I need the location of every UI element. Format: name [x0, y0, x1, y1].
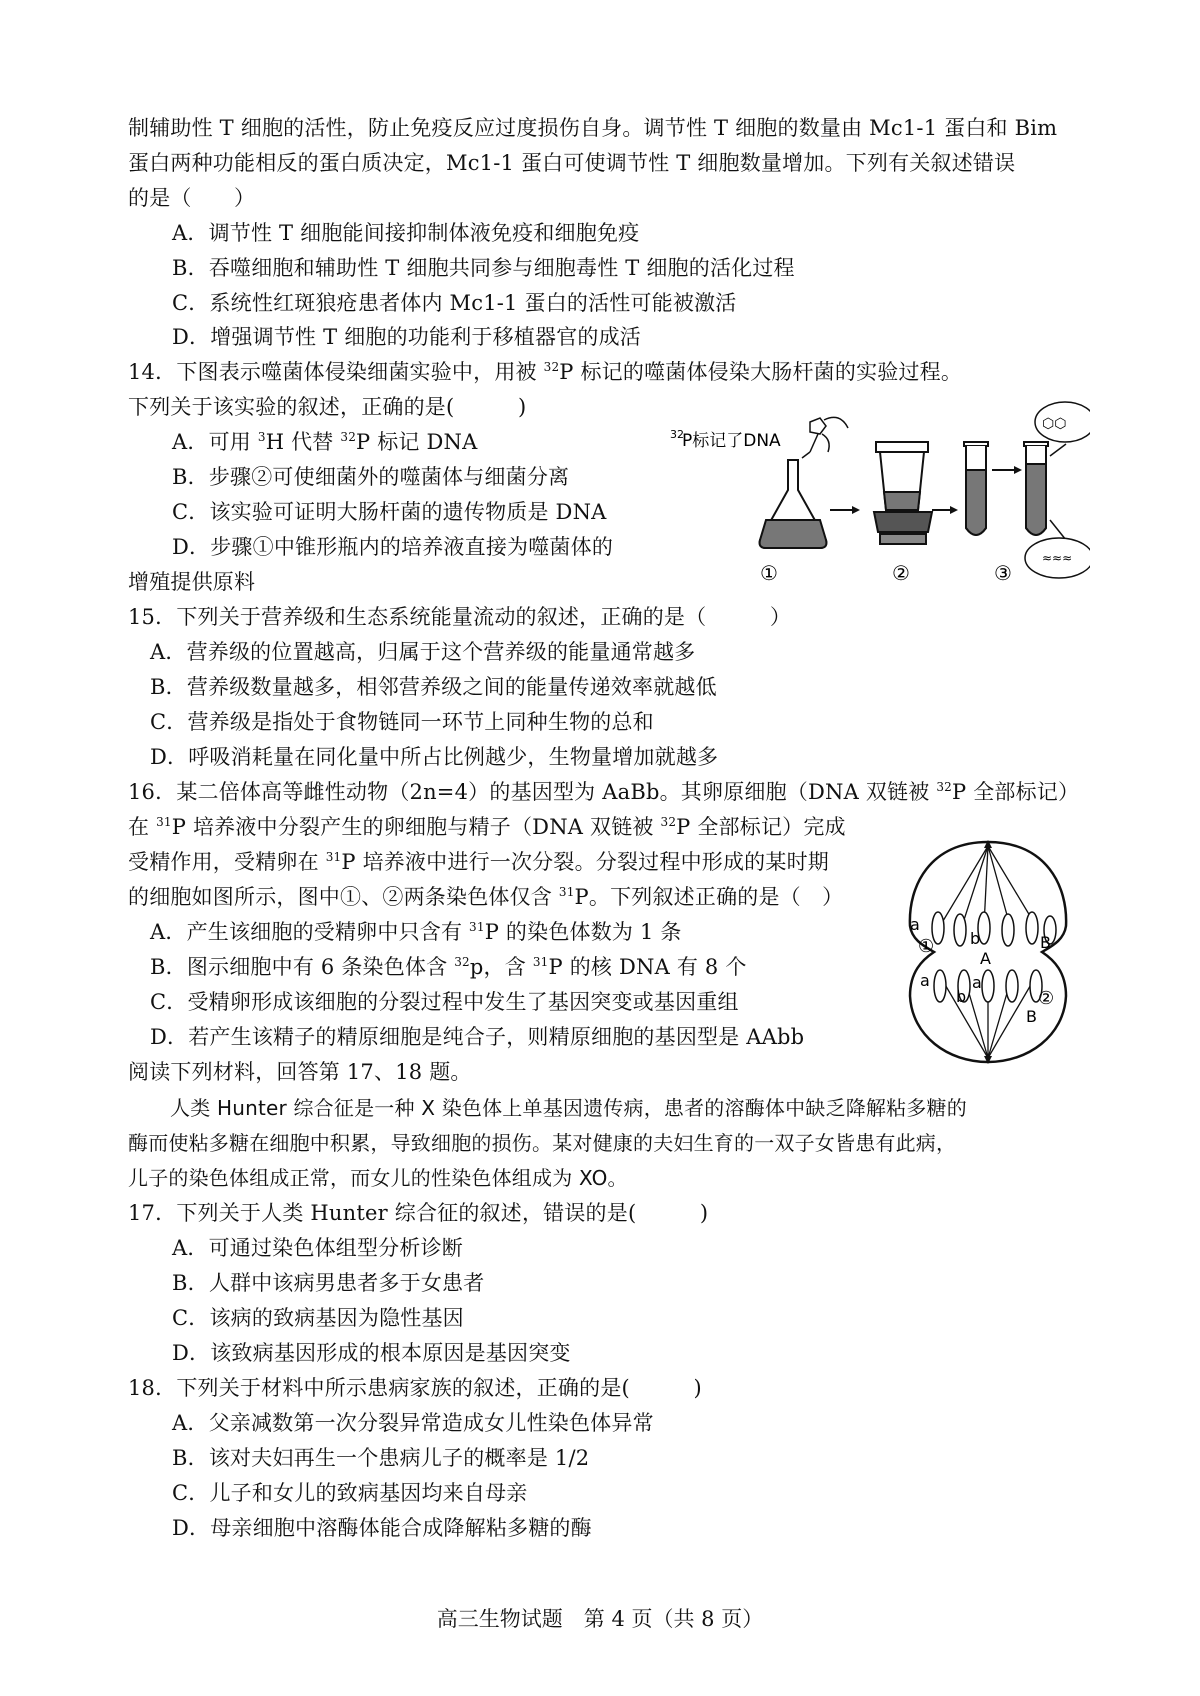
- allele-B-label-2: B: [1026, 1007, 1037, 1026]
- q18-stem: 18．下列关于材料中所示患病家族的叙述，正确的是( ): [128, 1376, 702, 1400]
- material-paragraph-line1: 人类 Hunter 综合征是一种 X 染色体上单基因遗传病，患者的溶酶体中缺乏降解粘多糖的: [170, 1096, 967, 1120]
- q18-option-b: B．该对夫妇再生一个患病儿子的概率是 1/2: [172, 1446, 590, 1470]
- q17-option-b: B．人群中该病男患者多于女患者: [172, 1271, 485, 1295]
- test-tube-2-icon: [1024, 442, 1048, 535]
- q14-option-d: D．步骤①中锥形瓶内的培养液直接为噬菌体的: [172, 535, 614, 559]
- q17-option-a: A．可通过染色体组型分析诊断: [172, 1236, 463, 1260]
- chromosome-1-label: ①: [918, 936, 935, 957]
- page-footer: 高三生物试题 第 4 页（共 8 页）: [436, 1607, 764, 1631]
- q16-stem-line1: 16．某二倍体高等雌性动物（2n=4）的基因型为 AaBb。其卵原细胞（DNA 双链被 $^{32}$P 全部标记）: [128, 780, 1080, 804]
- blender-icon: [874, 442, 932, 544]
- q13-option-b: B．吞噬细胞和辅助性 T 细胞共同参与细胞毒性 T 细胞的活化过程: [172, 256, 795, 280]
- q15-option-c: C．营养级是指处于食物链同一环节上同种生物的总和: [150, 710, 654, 734]
- q15-option-b: B．营养级数量越多，相邻营养级之间的能量传递效率就越低: [150, 675, 717, 699]
- q13-stem-line1: 制辅助性 T 细胞的活性，防止免疫反应过度损伤自身。调节性 T 细胞的数量由 Mc1-1 蛋白和 Bim: [128, 116, 1058, 140]
- flask-icon: [760, 460, 827, 548]
- q14-stem-line1: 14．下图表示噬菌体侵染细菌实验中，用被 $^{32}$P 标记的噬菌体侵染大肠杆菌的实验过程。: [128, 360, 963, 384]
- q14-option-b: B．步骤②可使细菌外的噬菌体与细菌分离: [172, 465, 570, 489]
- q14-stem-line2: 下列关于该实验的叙述，正确的是( ): [128, 395, 527, 419]
- q18-option-c: C．儿子和女儿的致病基因均来自母亲: [172, 1481, 528, 1505]
- dividing-cell-figure: [900, 836, 1075, 1066]
- q14-option-d-cont: 增殖提供原料: [128, 570, 256, 594]
- figure-label: P标记了DNA: [682, 431, 781, 451]
- q16-stem-line3: 受精作用，受精卵在 $^{31}$P 培养液中进行一次分裂。分裂过程中形成的某时期: [128, 850, 829, 874]
- phage-experiment-figure: [670, 400, 1090, 585]
- q13-stem-line2: 蛋白两种功能相反的蛋白质决定，Mc1-1 蛋白可使调节性 T 细胞数量增加。下列有关叙述错误: [128, 151, 1016, 175]
- arrow-4: [1050, 444, 1066, 456]
- q15-option-a: A．营养级的位置越高，归属于这个营养级的能量通常越多: [150, 640, 696, 664]
- q15-stem: 15．下列关于营养级和生态系统能量流动的叙述，正确的是（ ）: [128, 605, 792, 629]
- q16-option-c: C．受精卵形成该细胞的分裂过程中发生了基因突变或基因重组: [150, 990, 739, 1014]
- allele-a-label-1: a: [910, 915, 920, 934]
- allele-b-label-2: b: [956, 987, 967, 1006]
- material-paragraph-line2: 酶而使粘多糖在细胞中积累，导致细胞的损伤。某对健康的夫妇生育的一双子女皆患有此病，: [128, 1131, 957, 1155]
- phage-icon: [802, 417, 848, 458]
- figure-label-sup: 32: [670, 428, 684, 441]
- q17-option-d: D．该致病基因形成的根本原因是基因突变: [172, 1341, 571, 1365]
- q16-option-b: B．图示细胞中有 6 条染色体含 $^{32}$p，含 $^{31}$P 的核 DNA 有 8 个: [150, 955, 747, 979]
- q13-option-d: D．增强调节性 T 细胞的功能利于移植器官的成活: [172, 325, 641, 349]
- q14-option-a: A．可用 $^3$H 代替 $^{32}$P 标记 DNA: [172, 430, 478, 454]
- q18-option-a: A．父亲减数第一次分裂异常造成女儿性染色体异常: [172, 1411, 654, 1435]
- material-paragraph-line3: 儿子的染色体组成正常，而女儿的性染色体组成为 XO。: [128, 1166, 628, 1190]
- q14-option-c: C．该实验可证明大肠杆菌的遗传物质是 DNA: [172, 500, 607, 524]
- q16-option-d: D．若产生该精子的精原细胞是纯合子，则精原细胞的基因型是 AAbb: [150, 1025, 805, 1049]
- test-tube-1-icon: [964, 442, 988, 535]
- q13-option-c: C．系统性红斑狼疮患者体内 Mc1-1 蛋白的活性可能被激活: [172, 291, 737, 315]
- q13-stem-line3: 的是（ ）: [128, 186, 256, 210]
- allele-B-label-1: B: [1040, 933, 1051, 952]
- q16-stem-line2: 在 $^{31}$P 培养液中分裂产生的卵细胞与精子（DNA 双链被 $^{32}$P 全部标记）完成: [128, 815, 846, 839]
- q17-option-c: C．该病的致病基因为隐性基因: [172, 1306, 464, 1330]
- step-3-label: ③: [994, 561, 1012, 585]
- q15-option-d: D．呼吸消耗量在同化量中所占比例越少，生物量增加就越多: [150, 745, 719, 769]
- step-1-label: ①: [760, 561, 778, 585]
- arrow-2-head: [950, 506, 958, 514]
- allele-A-label: A: [980, 949, 991, 968]
- arrow-5: [1050, 520, 1066, 540]
- allele-b-label-1: b: [970, 929, 981, 948]
- material-intro: 阅读下列材料，回答第 17、18 题。: [128, 1060, 472, 1084]
- arrow-3-head: [1014, 466, 1022, 474]
- bacteria-glyphs: ≈≈≈: [1042, 551, 1073, 565]
- allele-a-label-2: a: [920, 971, 930, 990]
- q13-option-a: A．调节性 T 细胞能间接抑制体液免疫和细胞免疫: [172, 221, 640, 245]
- arrow-1-head: [852, 506, 860, 514]
- q16-option-a: A．产生该细胞的受精卵中只含有 $^{31}$P 的染色体数为 1 条: [150, 920, 682, 944]
- allele-a-label-3: a: [972, 973, 982, 992]
- phage-glyphs: ⬡⬡: [1042, 416, 1067, 432]
- q18-option-d: D．母亲细胞中溶酶体能合成降解粘多糖的酶: [172, 1516, 592, 1540]
- q16-stem-line4: 的细胞如图所示，图中①、②两条染色体仅含 $^{31}$P。下列叙述正确的是（ ）: [128, 885, 844, 909]
- step-2-label: ②: [892, 561, 910, 585]
- chromosome-2-label: ②: [1038, 988, 1055, 1009]
- q17-stem: 17．下列关于人类 Hunter 综合征的叙述，错误的是( ): [128, 1201, 709, 1225]
